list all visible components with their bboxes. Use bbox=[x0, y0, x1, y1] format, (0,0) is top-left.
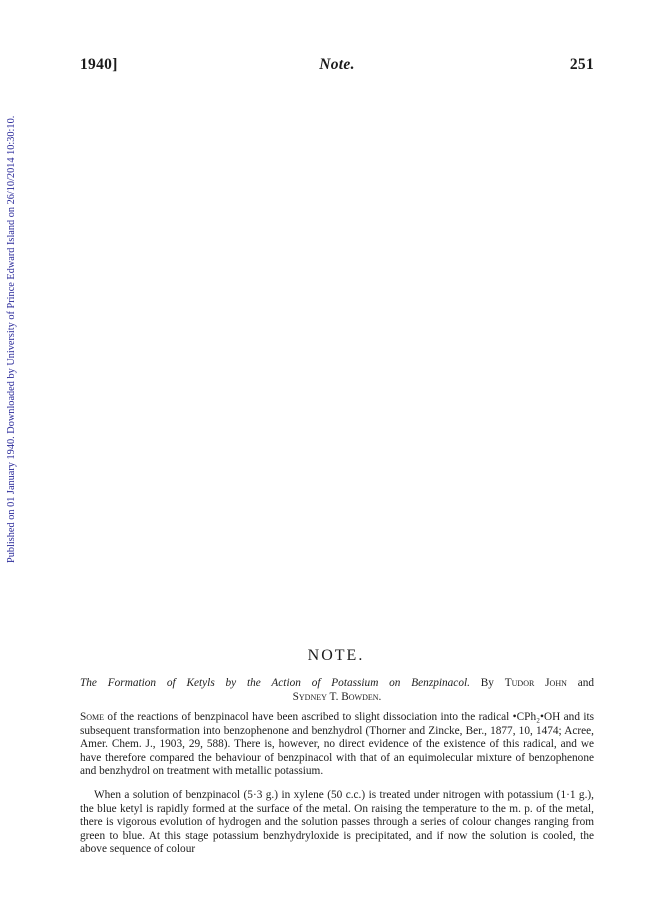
author-1-last: John bbox=[545, 677, 567, 689]
paragraph-1 bbox=[80, 711, 594, 779]
paragraph-2 bbox=[80, 789, 594, 857]
paragraph-2-text: When a solution of benzpinacol (5·3 g.) in xylene (50 c.c.) is treated under nitrogen with potassium (1·1 g.), the blue ketyl is rapidly formed at the surface of the metal. On raising the temperature to the m. p. of the metal, there is vigorous evolution of hydrogen and the solution passes through a series of colour changes ranging from green to blue. At this stage potassium benzhydryloxide is precipitated, and if now the solution is cooled, the above sequence of colour bbox=[80, 789, 594, 856]
author-2: Sydney T. Bowden. bbox=[292, 691, 382, 703]
article-author-line bbox=[80, 690, 594, 704]
article-title-line bbox=[80, 676, 594, 690]
by-label: By bbox=[480, 677, 494, 689]
paragraph-1-text: of the reactions of benzpinacol have been ascribed to slight dissociation into the radical •CPh₂•OH and its subsequent transformation into benzophenone and benzhydrol (Thorner and Zincke, Ber., 1877, 10, 1474; Acree, Amer. Chem. J., 1903, 29, 588). There is, however, no direct evidence of the existence of this radical, and we have therefore compared the behaviour of benzpinacol with that of an equimolecular mixture of benzophenone and benzhydrol on treatment with metallic potassium. bbox=[80, 711, 594, 778]
article-title: The Formation of Ketyls by the Action of Potassium on Benzpinacol. bbox=[80, 677, 470, 689]
section-heading: NOTE. bbox=[307, 647, 365, 664]
header-year: 1940] bbox=[80, 56, 118, 73]
paragraph-1-lead: Some bbox=[80, 711, 105, 723]
page-number: 251 bbox=[569, 56, 594, 73]
running-header bbox=[80, 56, 594, 76]
and-label: and bbox=[577, 677, 594, 689]
download-watermark: Published on 01 January 1940. Downloaded by University of Prince Edward Island on 26/10/2014 10:30:10. bbox=[6, 115, 17, 563]
author-1-first: Tudor bbox=[504, 677, 535, 689]
header-title: Note. bbox=[319, 56, 355, 73]
